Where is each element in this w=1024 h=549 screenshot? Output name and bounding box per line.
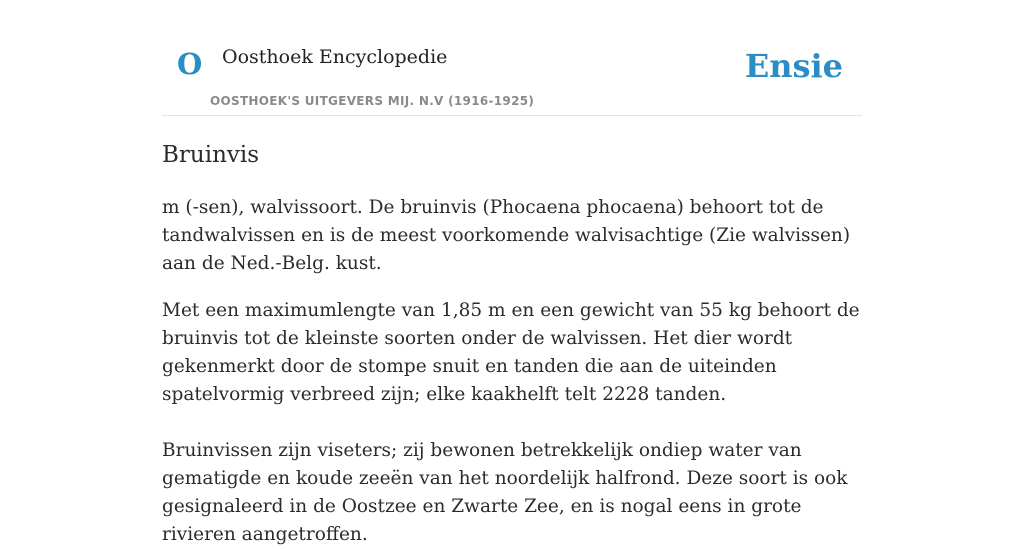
article-title: Bruinvis — [162, 142, 260, 168]
ensie-logo-link[interactable]: Ensie — [744, 47, 843, 85]
article-paragraph: m (-sen), walvissoort. De bruinvis (Phocaena phocaena) behoort tot de tandwalvissen en is de meest voorkomende walvisachtige (Zie walvissen) aan de Ned.-Belg. kust. — [162, 196, 851, 274]
encyclopedia-logo[interactable]: O — [177, 47, 203, 81]
site-header — [162, 0, 862, 116]
article-paragraph: Bruinvissen zijn viseters; zij bewonen betrekkelijk ondiep water van gematigde en koude zeeën van het noordelijk halfrond. Deze soort is ook gesignaleerd in de Oostzee en Zwarte Zee, en is nogal eens in grote rivieren aangetroffen. — [162, 439, 848, 545]
publisher-label: OOSTHOEK'S UITGEVERS MIJ. N.V (1916-1925) — [210, 94, 535, 108]
article-paragraph: Met een maximumlengte van 1,85 m en een gewicht van 55 kg behoort de bruinvis tot de kleinste soorten onder de walvissen. Het dier wordt gekenmerkt door de stompe snuit en tanden die aan de uiteinden spatelvormig verbreed zijn; elke kaakhelft telt 2228 tanden. — [162, 299, 860, 405]
encyclopedia-title[interactable]: Oosthoek Encyclopedie — [222, 46, 448, 68]
page — [162, 0, 862, 549]
